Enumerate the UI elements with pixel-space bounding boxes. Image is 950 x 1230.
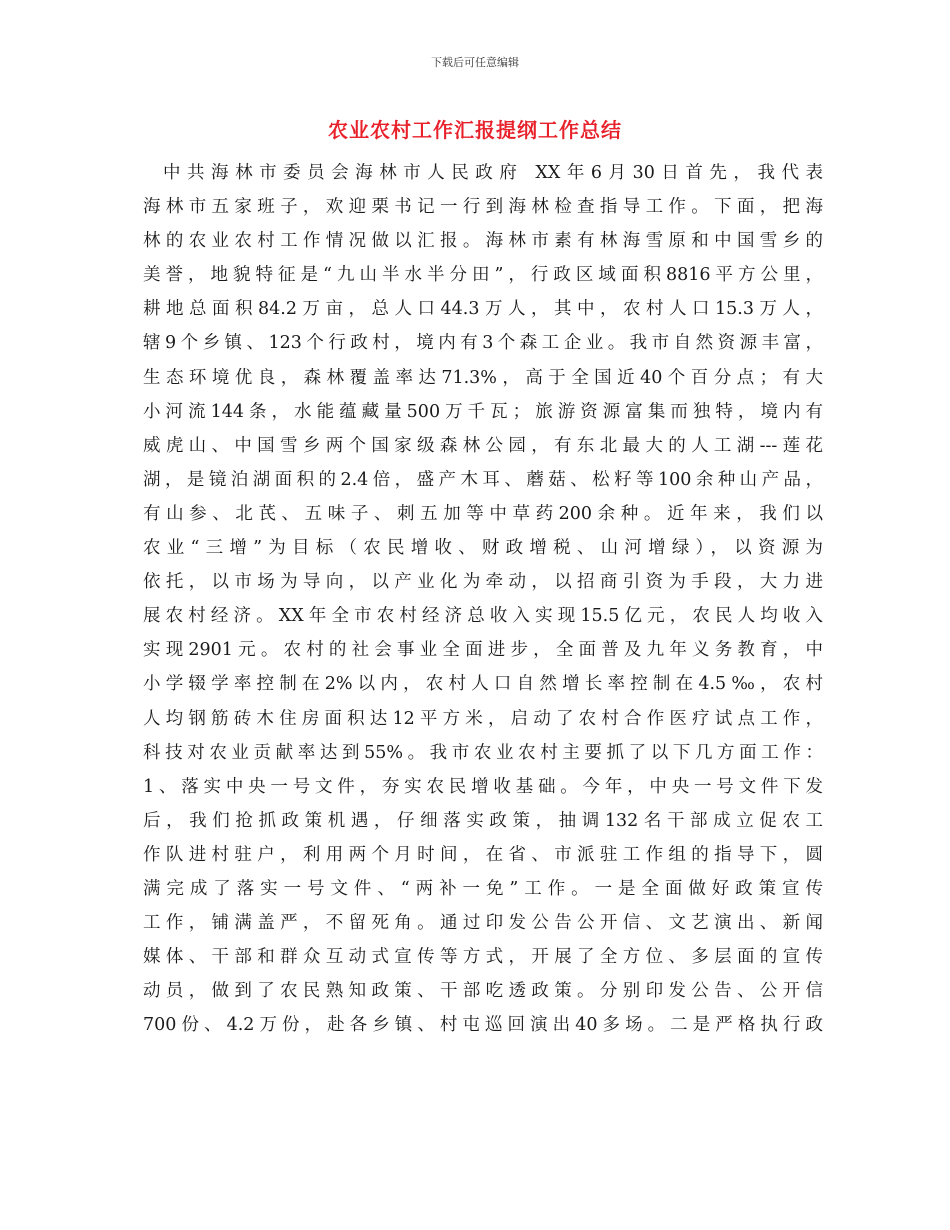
paragraph-line: 1、落实中央一号文件，夯实农民增收基础。今年，中央一号文件下发 bbox=[143, 776, 823, 797]
paragraph-line: 生态环境优良，森林覆盖率达71.3%，高于全国近40个百分点；有大 bbox=[143, 367, 823, 388]
paragraph-line: 辖9个乡镇、123个行政村，境内有3个森工企业。我市自然资源丰富， bbox=[143, 333, 823, 354]
paragraph-line: 科技对农业贡献率达到55%。我市农业农村主要抓了以下几方面工作： bbox=[143, 742, 823, 763]
paragraph-line: 动员，做到了农民熟知政策、干部吃透政策。分别印发公告、公开信 bbox=[143, 981, 823, 1002]
paragraph-line: 展农村经济。XX年全市农村经济总收入实现15.5亿元，农民人均收入 bbox=[143, 606, 823, 627]
paragraph-line: 实现2901元。农村的社会事业全面进步，全面普及九年义务教育，中 bbox=[143, 640, 823, 661]
paragraph-line: 工作，铺满盖严，不留死角。通过印发公告公开信、文艺演出、新闻 bbox=[143, 913, 823, 934]
paragraph-line: 依托，以市场为导向，以产业化为牵动，以招商引资为手段，大力进 bbox=[143, 572, 823, 593]
paragraph-line: 农业“三增”为目标（农民增收、财政增税、山河增绿），以资源为 bbox=[143, 538, 823, 559]
paragraph-line: 700份、4.2万份，赴各乡镇、村屯巡回演出40多场。二是严格执行政 bbox=[143, 1015, 823, 1036]
paragraph-line: 中共海林市委员会海林市人民政府 XX年6月30日首先，我代表 bbox=[163, 163, 823, 183]
document-body bbox=[143, 156, 823, 1042]
paragraph-line: 小河流144条，水能蕴藏量500万千瓦；旅游资源富集而独特，境内有 bbox=[143, 401, 823, 422]
paragraph-line: 有山参、北芪、五味子、刺五加等中草药200余种。近年来，我们以 bbox=[143, 503, 823, 524]
paragraph-line: 媒体、干部和群众互动式宣传等方式，开展了全方位、多层面的宣传 bbox=[143, 947, 823, 968]
paragraph-line: 满完成了落实一号文件、“两补一免”工作。一是全面做好政策宣传 bbox=[143, 878, 823, 899]
paragraph-line: 耕地总面积84.2万亩，总人口44.3万人，其中，农村人口15.3万人， bbox=[143, 299, 823, 320]
paragraph-line: 美誉，地貌特征是“九山半水半分田”，行政区域面积8816平方公里， bbox=[143, 265, 823, 286]
paragraph-line: 海林市五家班子，欢迎栗书记一行到海林检查指导工作。下面，把海 bbox=[143, 197, 823, 218]
paragraph-line: 湖，是镜泊湖面积的2.4倍，盛产木耳、蘑菇、松籽等100余种山产品， bbox=[143, 469, 823, 490]
paragraph-line: 小学辍学率控制在2%以内，农村人口自然增长率控制在4.5‰，农村 bbox=[143, 674, 823, 695]
document-title: 农业农村工作汇报提纲工作总结 bbox=[328, 118, 622, 142]
paragraph-line: 林的农业农村工作情况做以汇报。海林市素有林海雪原和中国雪乡的 bbox=[143, 231, 823, 252]
paragraph-line: 作队进村驻户，利用两个月时间，在省、市派驻工作组的指导下，圆 bbox=[143, 844, 823, 865]
header-note: 下载后可任意编辑 bbox=[431, 56, 519, 69]
paragraph-line: 威虎山、中国雪乡两个国家级森林公园，有东北最大的人工湖---莲花 bbox=[143, 435, 823, 456]
paragraph-line: 人均钢筋砖木住房面积达12平方米，启动了农村合作医疗试点工作， bbox=[143, 708, 823, 729]
paragraph-line: 后，我们抢抓政策机遇，仔细落实政策，抽调132名干部成立促农工 bbox=[143, 810, 823, 831]
